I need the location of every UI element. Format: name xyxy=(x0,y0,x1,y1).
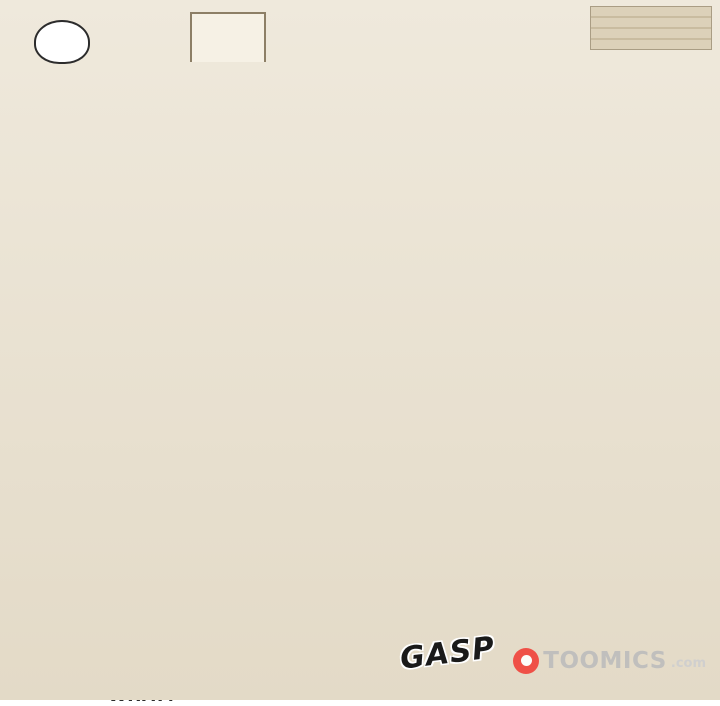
watermark-brand: TOOMICS xyxy=(543,648,667,674)
sfx-gasp-text: GASP xyxy=(398,630,498,677)
watermark xyxy=(513,648,706,674)
scene-wall xyxy=(0,110,454,158)
watermark-suffix: .com xyxy=(670,656,706,671)
toomics-logo-icon xyxy=(513,648,539,674)
scene-room-panel xyxy=(0,110,454,158)
